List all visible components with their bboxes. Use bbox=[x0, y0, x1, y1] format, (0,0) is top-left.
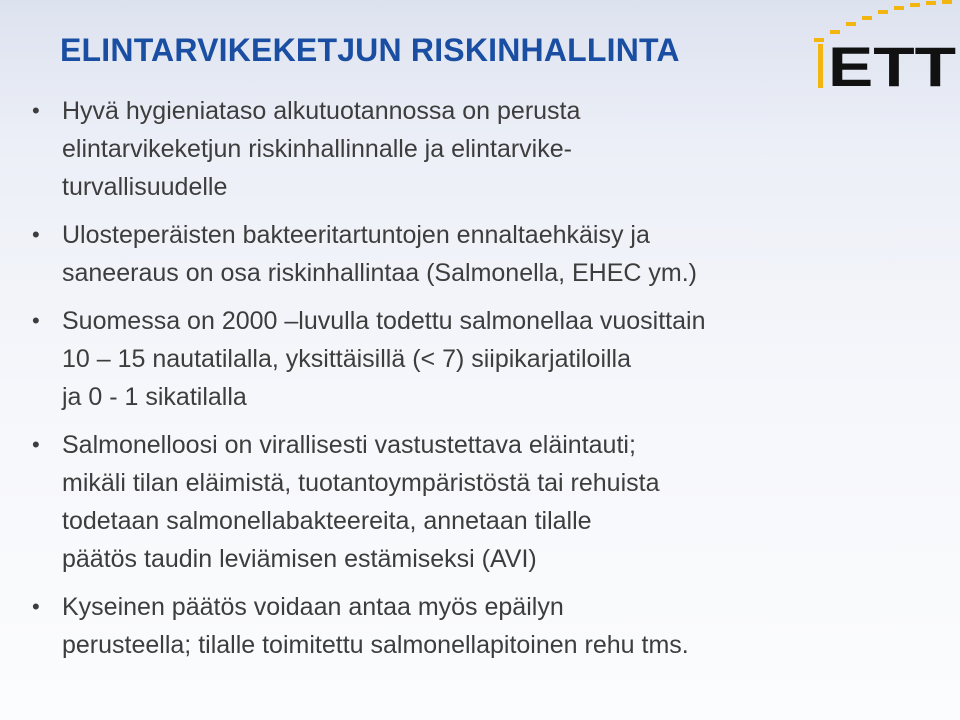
bullet-item bbox=[32, 426, 912, 578]
bullet-line: saneeraus on osa riskinhallintaa (Salmonella, EHEC ym.) bbox=[62, 259, 698, 287]
bullet-line: Kyseinen päätös voidaan antaa myös epäilyn bbox=[62, 593, 564, 621]
bullet-line: Suomessa on 2000 –luvulla todettu salmonellaa vuosittain bbox=[62, 307, 706, 335]
bullet-dot-icon: • bbox=[32, 594, 40, 619]
bullet-line: Ulosteperäisten bakteeritartuntojen ennaltaehkäisy ja bbox=[62, 221, 650, 249]
ett-logo-icon bbox=[812, 0, 960, 96]
bullet-dot-icon: • bbox=[32, 432, 40, 457]
bullet-line: Salmonelloosi on virallisesti vastustettava eläintauti; bbox=[62, 431, 636, 459]
bullet-line: todetaan salmonellabakteereita, annetaan tilalle bbox=[62, 507, 592, 535]
bullet-line: perusteella; tilalle toimitettu salmonellapitoinen rehu tms. bbox=[62, 631, 689, 659]
bullet-line: turvallisuudelle bbox=[62, 173, 228, 201]
bullet-dot-icon: • bbox=[32, 308, 40, 333]
bullet-item bbox=[32, 216, 912, 292]
bullet-line: mikäli tilan eläimistä, tuotantoympäristöstä tai rehuista bbox=[62, 469, 660, 497]
bullet-line: päätös taudin leviämisen estämiseksi (AVI) bbox=[62, 545, 537, 573]
logo-text: ETT bbox=[828, 35, 956, 96]
bullet-dot-icon: • bbox=[32, 222, 40, 247]
slide-title: ELINTARVIKEKETJUN RISKINHALLINTA bbox=[60, 32, 680, 68]
bullet-list bbox=[32, 92, 912, 674]
bullet-line: elintarvikeketjun riskinhallinnalle ja elintarvike- bbox=[62, 135, 572, 163]
bullet-line: ja 0 - 1 sikatilalla bbox=[62, 383, 247, 411]
bullet-dot-icon: • bbox=[32, 98, 40, 123]
bullet-item bbox=[32, 588, 912, 664]
bullet-line: 10 – 15 nautatilalla, yksittäisillä (< 7) siipikarjatiloilla bbox=[62, 345, 632, 373]
bullet-line: Hyvä hygieniataso alkutuotannossa on perusta bbox=[62, 97, 581, 125]
bullet-item bbox=[32, 302, 912, 416]
bullet-item bbox=[32, 92, 912, 206]
